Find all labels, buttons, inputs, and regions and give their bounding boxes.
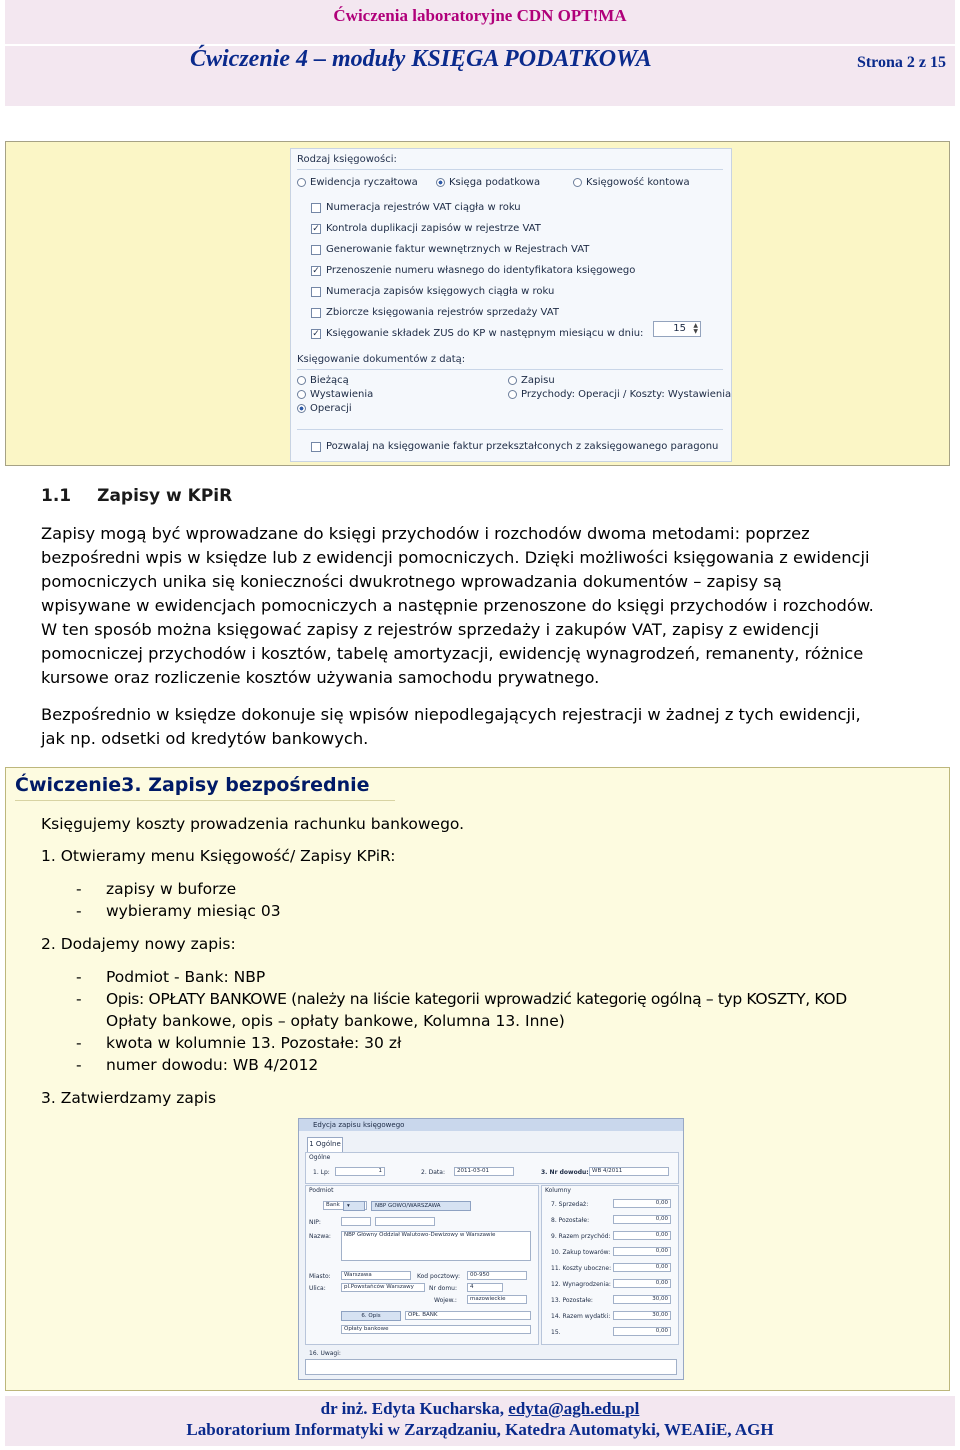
checkbox-box: ✓ [312, 265, 320, 276]
date-input[interactable]: 2011-03-01 [454, 1167, 514, 1176]
column-label: 7. Sprzedaż: [551, 1201, 589, 1208]
columns-group-title: Kolumny [545, 1187, 571, 1194]
lp-label: 1. Lp: [313, 1169, 330, 1176]
checkbox-faktury-wewnetrzne[interactable]: Generowanie faktur wewnętrznych w Rejestrach VAT [311, 244, 589, 255]
checkbox-box [311, 203, 321, 213]
author-email-link[interactable]: edyta@agh.edu.pl [508, 1399, 640, 1418]
street-input[interactable]: pl.Powstańców Warszawy [341, 1283, 425, 1292]
exercise-title: Ćwiczenie3. Zapisy bezpośrednie [15, 774, 370, 796]
opis-button[interactable]: 6. Opis [341, 1311, 401, 1321]
column-input[interactable]: 0,00 [613, 1327, 671, 1336]
group-divider [297, 169, 723, 170]
province-label: Wojew.: [434, 1297, 457, 1304]
radio-selected-icon [297, 404, 306, 413]
column-input[interactable]: 30,00 [613, 1311, 671, 1320]
radio-selected-icon [436, 178, 445, 187]
notes-label: 16. Uwagi: [309, 1350, 341, 1357]
group-divider [297, 429, 723, 430]
checkbox-box [311, 308, 321, 318]
checkbox-box: ✓ [312, 328, 320, 339]
radio-ksiega-podatkowa[interactable]: Księga podatkowa [436, 177, 540, 188]
subject-type-dropdown[interactable]: ▾ [343, 1201, 365, 1211]
checkbox-przenoszenie-numeru[interactable]: ✓ Przenoszenie numeru własnego do identyfikatora księgowego [312, 265, 636, 276]
checkbox-kontrola-duplikacji[interactable]: ✓ Kontrola duplikacji zapisów w rejestrze VAT [312, 223, 541, 234]
radio-operacji[interactable]: Operacji [297, 403, 352, 414]
subject-select-button[interactable]: NBP GOWO/WARSZAWA [371, 1201, 471, 1211]
posting-date-group-title: Księgowanie dokumentów z datą: [297, 354, 466, 365]
checkbox-zbiorcze-ksiegowania[interactable]: Zbiorcze księgowania rejestrów sprzedaży VAT [311, 307, 559, 318]
section-heading: 1.1 Zapisy w KPiR [41, 486, 233, 506]
name-label: Nazwa: [309, 1233, 331, 1240]
doc-number-label: 3. Nr dowodu: [541, 1169, 589, 1176]
name-input[interactable]: NBP Główny Oddział Walutowo-Dewizowy w Warszawie [341, 1231, 531, 1261]
city-input[interactable]: Warszawa [341, 1271, 411, 1280]
checkbox-box: ✓ [312, 223, 320, 234]
checkbox-box [311, 442, 321, 452]
radio-ewidencja-ryczaltowa[interactable]: Ewidencja ryczałtowa [297, 177, 418, 188]
course-title: Ćwiczenia laboratoryjne CDN OPT!MA [333, 6, 627, 25]
general-group-title: Ogólne [309, 1154, 331, 1161]
exercise-step-1: 1. Otwieramy menu Księgowość/ Zapisy KPiR: [41, 847, 396, 865]
opis-code-input[interactable]: OPŁ. BANK [405, 1311, 531, 1320]
radio-ksiegowosc-kontowa[interactable]: Księgowość kontowa [573, 177, 690, 188]
column-label: 12. Wynagrodzenia: [551, 1281, 611, 1288]
window-titlebar: Edycja zapisu księgowego [299, 1119, 683, 1131]
entry-edit-window [298, 1118, 684, 1380]
footer-lab-line: Laboratorium Informatyki w Zarządzaniu, Katedra Automatyki, WEAIiE, AGH [186, 1420, 774, 1439]
nip-prefix-input[interactable] [341, 1217, 371, 1226]
column-input[interactable]: 0,00 [613, 1199, 671, 1208]
radio-icon [508, 376, 517, 385]
column-label: 9. Razem przychód: [551, 1233, 611, 1240]
postcode-label: Kod pocztowy: [417, 1273, 461, 1280]
doc-number-input[interactable]: WB 4/2011 [589, 1167, 669, 1176]
opis-text-input[interactable]: Opłaty bankowe [341, 1325, 531, 1334]
document-title: Ćwiczenie 4 – moduły KSIĘGA PODATKOWA [190, 46, 652, 72]
exercise-title-rule [15, 800, 395, 801]
checkbox-skladki-zus[interactable]: ✓ Księgowanie składek ZUS do KP w następnym miesiącu w dniu: [312, 328, 644, 339]
radio-icon [508, 390, 517, 399]
tab-ogolne[interactable]: 1 Ogólne [307, 1137, 343, 1153]
radio-icon [297, 178, 306, 187]
column-label: 15. [551, 1329, 561, 1336]
exercise-step-3: 3. Zatwierdzamy zapis [41, 1089, 217, 1107]
settings-window [290, 148, 732, 462]
column-label: 13. Pozostałe: [551, 1297, 593, 1304]
checkbox-numeracja-zapisow[interactable]: Numeracja zapisów księgowych ciągła w roku [311, 286, 554, 297]
house-number-input[interactable]: 4 [467, 1283, 503, 1292]
house-number-label: Nr domu: [429, 1285, 458, 1292]
column-input[interactable]: 0,00 [613, 1247, 671, 1256]
radio-icon [297, 390, 306, 399]
radio-przychody-koszty[interactable]: Przychody: Operacji / Koszty: Wystawienia [508, 389, 731, 400]
subject-type-select[interactable]: Bank [323, 1201, 367, 1210]
column-input[interactable]: 0,00 [613, 1279, 671, 1288]
footer-author-line: dr inż. Edyta Kucharska, edyta@agh.edu.pl [320, 1399, 640, 1418]
province-input[interactable]: mazowieckie [467, 1295, 527, 1304]
nip-input[interactable] [375, 1217, 435, 1226]
checkbox-numeracja-vat[interactable]: Numeracja rejestrów VAT ciągła w roku [311, 202, 521, 213]
exercise-step-2: 2. Dodajemy nowy zapis: [41, 935, 236, 953]
exercise-intro: Księgujemy koszty prowadzenia rachunku bankowego. [41, 815, 465, 833]
zus-day-spinner[interactable]: 15 ▲ ▼ [653, 321, 701, 337]
column-input[interactable]: 0,00 [613, 1263, 671, 1272]
column-label: 14. Razem wydatki: [551, 1313, 611, 1320]
checkbox-box [311, 245, 321, 255]
column-label: 11. Koszty uboczne: [551, 1265, 612, 1272]
radio-wystawienia[interactable]: Wystawienia [297, 389, 373, 400]
date-label: 2. Data: [421, 1169, 445, 1176]
section-paragraph-1: Zapisy mogą być wprowadzane do księgi przychodów i rozchodów dwoma metodami: poprzez bezpośredni wpis w księdze lub z ewidencji pomocniczych. Dzięki możliwości księgowania z ewidencji pomocniczych unika się konieczności dwukrotnego wprowadzania dokumentów – zapisy są wpisywane w ewidencjach pomocniczych a następnie przenoszone do księgi przychodów i rozchodów. W ten sposób można księgować zapisy z rejestrów sprzedaży i zakupów VAT, zapisy z ewidencji pomocniczej przychodów i kosztów, tabelę amortyzacji, ewidencję wynagrodzeń, remanenty, różnice kursowe oraz rozliczenie kosztów używania samochodu prywatnego. [41, 524, 874, 687]
radio-icon [573, 178, 582, 187]
radio-zapisu[interactable]: Zapisu [508, 375, 555, 386]
page-number: Strona 2 z 15 [856, 54, 946, 71]
column-input[interactable]: 0,00 [613, 1231, 671, 1240]
checkbox-faktury-z-paragonu[interactable]: Pozwalaj na księgowanie faktur przekształconych z zaksięgowanego paragonu [311, 441, 718, 452]
column-label: 8. Pozostałe: [551, 1217, 590, 1224]
column-input[interactable]: 30,00 [613, 1295, 671, 1304]
radio-biezaca[interactable]: Bieżącą [297, 375, 349, 386]
radio-icon [297, 376, 306, 385]
column-input[interactable]: 0,00 [613, 1215, 671, 1224]
group-divider [297, 369, 723, 370]
street-label: Ulica: [309, 1285, 326, 1292]
nip-label: NIP: [309, 1219, 321, 1226]
subject-group-title: Podmiot [309, 1187, 334, 1194]
postcode-input[interactable]: 00-950 [467, 1271, 527, 1280]
city-label: Miasto: [309, 1273, 331, 1280]
accounting-type-group-title: Rodzaj księgowości: [297, 154, 397, 165]
checkbox-box [311, 287, 321, 297]
column-label: 10. Zakup towarów: [551, 1249, 611, 1256]
section-paragraph-2: Bezpośrednio w księdze dokonuje się wpisów niepodlegających rejestracji w żadnej z tych ewidencji, jak np. odsetki od kredytów bankowych. [41, 705, 861, 748]
spinner-arrows-icon[interactable]: ▲ ▼ [693, 322, 698, 335]
lp-input[interactable]: 1 [335, 1167, 385, 1176]
notes-input[interactable] [305, 1359, 677, 1375]
